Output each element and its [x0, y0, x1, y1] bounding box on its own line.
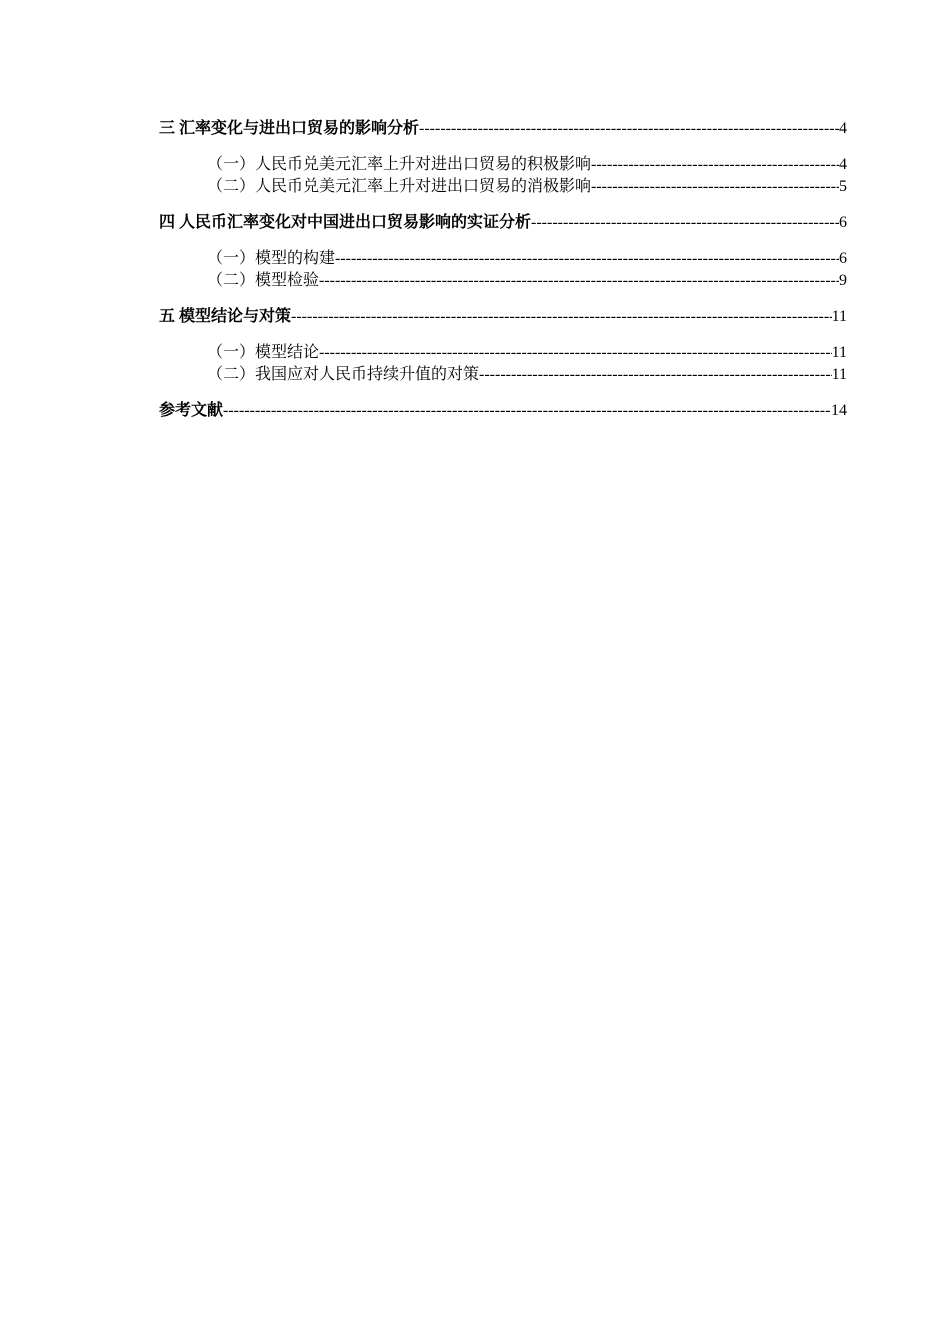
toc-entry-title: （一）人民币兑美元汇率上升对进出口贸易的积极影响: [207, 156, 592, 173]
table-of-contents: [159, 118, 847, 422]
dot-leader: [319, 342, 832, 364]
dot-leader: [479, 364, 832, 386]
toc-entry-section-5-2[interactable]: [159, 364, 847, 386]
toc-entry-title: 三 汇率变化与进出口贸易的影响分析: [159, 120, 420, 137]
toc-entry-page: 6: [839, 214, 847, 231]
toc-entry-section-4[interactable]: [159, 212, 847, 234]
dot-leader: [591, 176, 839, 198]
toc-entry-page: 11: [831, 366, 847, 383]
toc-entry-page: 4: [839, 156, 847, 173]
toc-entry-title: 四 人民币汇率变化对中国进出口贸易影响的实证分析: [159, 214, 532, 231]
toc-entry-section-3-2[interactable]: [159, 176, 847, 198]
dot-leader: [591, 154, 839, 176]
toc-entry-page: 11: [831, 344, 847, 361]
toc-entry-page: 14: [831, 402, 847, 419]
toc-entry-page: 11: [831, 308, 847, 325]
dot-leader: [531, 212, 839, 234]
toc-entry-title: （二）人民币兑美元汇率上升对进出口贸易的消极影响: [207, 178, 592, 195]
toc-entry-title: 五 模型结论与对策: [159, 308, 292, 325]
toc-entry-title: （一）模型的构建: [207, 250, 336, 267]
toc-entry-title: （二）我国应对人民币持续升值的对策: [207, 366, 480, 383]
toc-entry-page: 6: [839, 250, 847, 267]
toc-entry-section-4-1[interactable]: [159, 248, 847, 270]
dot-leader: [419, 118, 839, 140]
toc-entry-references[interactable]: [159, 400, 847, 422]
toc-entry-title: （一）模型结论: [207, 344, 320, 361]
dot-leader: [291, 306, 832, 328]
toc-entry-title: 参考文献: [159, 402, 224, 419]
toc-entry-page: 4: [839, 120, 847, 137]
toc-entry-section-5-1[interactable]: [159, 342, 847, 364]
toc-entry-section-3-1[interactable]: [159, 154, 847, 176]
toc-entry-section-4-2[interactable]: [159, 270, 847, 292]
toc-entry-section-5[interactable]: [159, 306, 847, 328]
dot-leader: [335, 248, 839, 270]
toc-entry-page: 5: [839, 178, 847, 195]
toc-entry-page: 9: [839, 272, 847, 289]
dot-leader: [223, 400, 831, 422]
toc-entry-title: （二）模型检验: [207, 272, 320, 289]
toc-entry-section-3[interactable]: [159, 118, 847, 140]
dot-leader: [319, 270, 839, 292]
